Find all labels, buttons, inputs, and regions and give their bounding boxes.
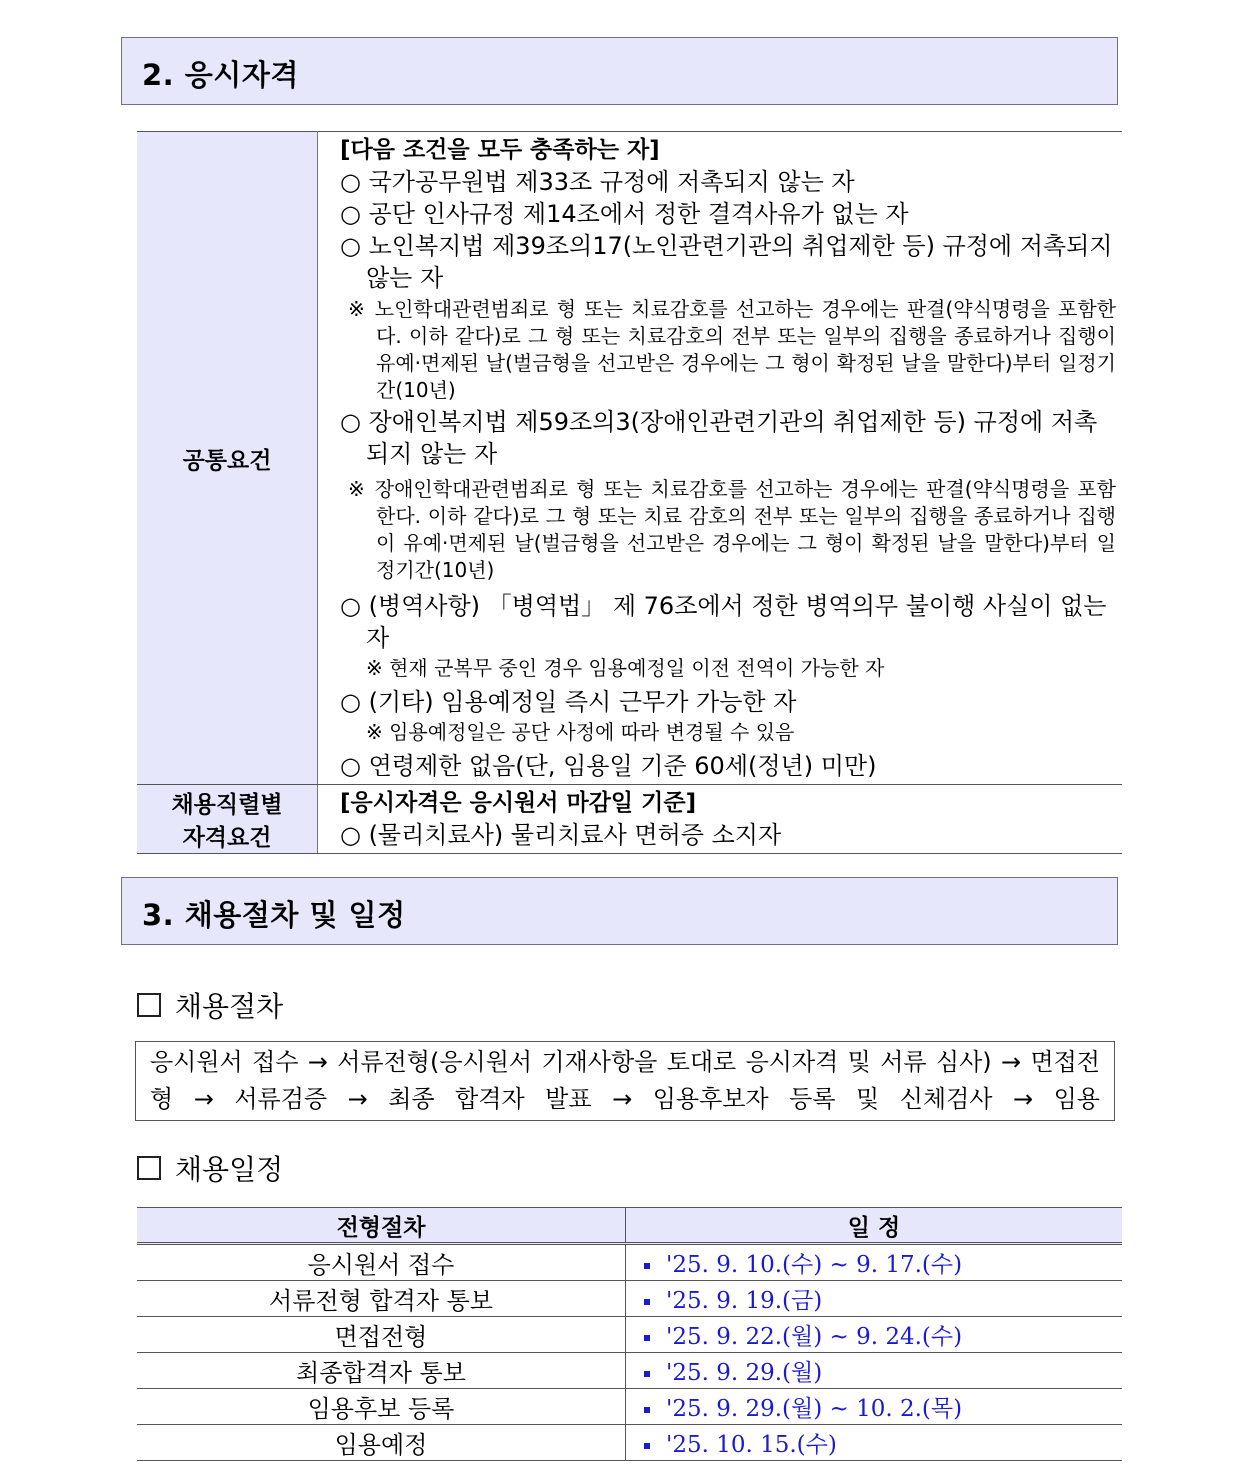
schedule-date: '25. 10. 15.(수) (666, 1432, 837, 1458)
requirement-item: ○ 국가공무원법 제33조 규정에 저촉되지 않는 자 (340, 168, 855, 196)
schedule-date-cell (626, 1244, 1123, 1281)
requirement-item: ○ (물리치료사) 물리치료사 면허증 소지자 (340, 821, 782, 849)
schedule-step: 서류전형 합격자 통보 (137, 1281, 626, 1317)
schedule-date-cell (626, 1389, 1123, 1425)
schedule-date-cell (626, 1425, 1123, 1461)
table-row (137, 1425, 1122, 1461)
requirement-note: ※ 노인학대관련범죄로 형 또는 치료감호를 선고하는 경우에는 판결(약식명령을 포함한다. 이하 같다)로 그 형 또는 치료감호의 전부 또는 일부의 집행을 종료하거나 집행이 유예·면제된 날(벌금형을 선고받은 경우에는 그 형이 확정된 날을 말한다)부터 일정기간(10년) (348, 297, 1116, 402)
bullet-square-icon (644, 1263, 650, 1269)
requirement-note: ※ 장애인학대관련범죄로 형 또는 치료감호를 선고하는 경우에는 판결(약식명령을 포함한다. 이하 같다)로 그 형 또는 치료 감호의 전부 또는 일부의 집행을 종료하거나 집행이 유예·면제된 날(벌금형을 선고받은 경우에는 그 형이 확정된 날을 말한다)부터 일정기간(10년) (348, 477, 1116, 582)
checkbox-square-icon (137, 993, 161, 1017)
schedule-date-cell (626, 1317, 1123, 1353)
requirement-item: ○ (병역사항) 「병역법」 제 76조에서 정한 병역의무 불이행 사실이 없는 자 (340, 592, 1107, 652)
job-label-line2: 자격요건 (182, 825, 272, 851)
bullet-square-icon (644, 1443, 650, 1449)
requirement-item: ○ (기타) 임용예정일 즉시 근무가 가능한 자 (340, 688, 797, 716)
schedule-date: '25. 9. 29.(월) ~ 10. 2.(목) (666, 1396, 963, 1422)
section-header-procedure (121, 877, 1118, 945)
column-header-step: 전형절차 (137, 1208, 626, 1244)
schedule-step: 응시원서 접수 (137, 1244, 626, 1281)
table-header-row (137, 1208, 1122, 1244)
bullet-square-icon (644, 1335, 650, 1341)
schedule-date-cell (626, 1353, 1123, 1389)
requirement-note: ※ 현재 군복무 중인 경우 임용예정일 이전 전역이 가능한 자 (366, 656, 885, 680)
schedule-table (137, 1207, 1122, 1461)
schedule-step: 임용예정 (137, 1425, 626, 1461)
schedule-step: 임용후보 등록 (137, 1389, 626, 1425)
bullet-square-icon (644, 1371, 650, 1377)
table-row (137, 1281, 1122, 1317)
schedule-date: '25. 9. 29.(월) (666, 1360, 823, 1386)
table-row (137, 132, 1122, 785)
requirement-item: ○ 장애인복지법 제59조의3(장애인관련기관의 취업제한 등) 규정에 저촉되지 않는 자 (340, 408, 1098, 468)
table-row (137, 1317, 1122, 1353)
schedule-date: '25. 9. 19.(금) (666, 1288, 823, 1314)
job-requirements-cell (318, 785, 1123, 854)
job-label-line1: 채용직렬별 (171, 792, 283, 818)
section-title: 3. 채용절차 및 일정 (142, 898, 406, 932)
job-requirements-label (137, 785, 318, 854)
procedure-subtitle (137, 985, 283, 1025)
section-title: 2. 응시자격 (142, 58, 299, 92)
procedure-box: 응시원서 접수 → 서류전형(응시원서 기재사항을 토대로 응시자격 및 서류 심사) → 면접전형 → 서류검증 → 최종 합격자 발표 → 임용후보자 등록 및 신체검사 → 임용 (135, 1041, 1115, 1121)
common-requirements-cell (318, 132, 1123, 785)
schedule-step: 면접전형 (137, 1317, 626, 1353)
requirement-item: ○ 연령제한 없음(단, 임용일 기준 60세(정년) 미만) (340, 752, 877, 780)
schedule-date: '25. 9. 22.(월) ~ 9. 24.(수) (666, 1324, 963, 1350)
requirement-note: ※ 임용예정일은 공단 사정에 따라 변경될 수 있음 (366, 720, 795, 744)
schedule-step: 최종합격자 통보 (137, 1353, 626, 1389)
bullet-square-icon (644, 1299, 650, 1305)
table-row (137, 1389, 1122, 1425)
checkbox-square-icon (137, 1156, 161, 1180)
eligibility-table (137, 131, 1122, 854)
schedule-date: '25. 9. 10.(수) ~ 9. 17.(수) (666, 1252, 963, 1278)
bullet-square-icon (644, 1407, 650, 1413)
schedule-title: 채용일정 (175, 1153, 284, 1186)
requirement-item: ○ 노인복지법 제39조의17(노인관련기관의 취업제한 등) 규정에 저촉되지 않는 자 (340, 232, 1113, 292)
requirement-item: ○ 공단 인사규정 제14조에서 정한 결격사유가 없는 자 (340, 200, 909, 228)
common-requirements-header: [다음 조건을 모두 충족하는 자] (340, 137, 660, 163)
column-header-date: 일 정 (626, 1208, 1123, 1244)
table-row (137, 1244, 1122, 1281)
schedule-subtitle (137, 1148, 283, 1188)
job-requirements-header: [응시자격은 응시원서 마감일 기준] (340, 790, 697, 816)
section-header-eligibility (121, 37, 1118, 105)
schedule-date-cell (626, 1281, 1123, 1317)
table-row (137, 785, 1122, 854)
table-row (137, 1353, 1122, 1389)
procedure-title: 채용절차 (175, 990, 284, 1023)
common-requirements-label: 공통요건 (137, 132, 318, 785)
